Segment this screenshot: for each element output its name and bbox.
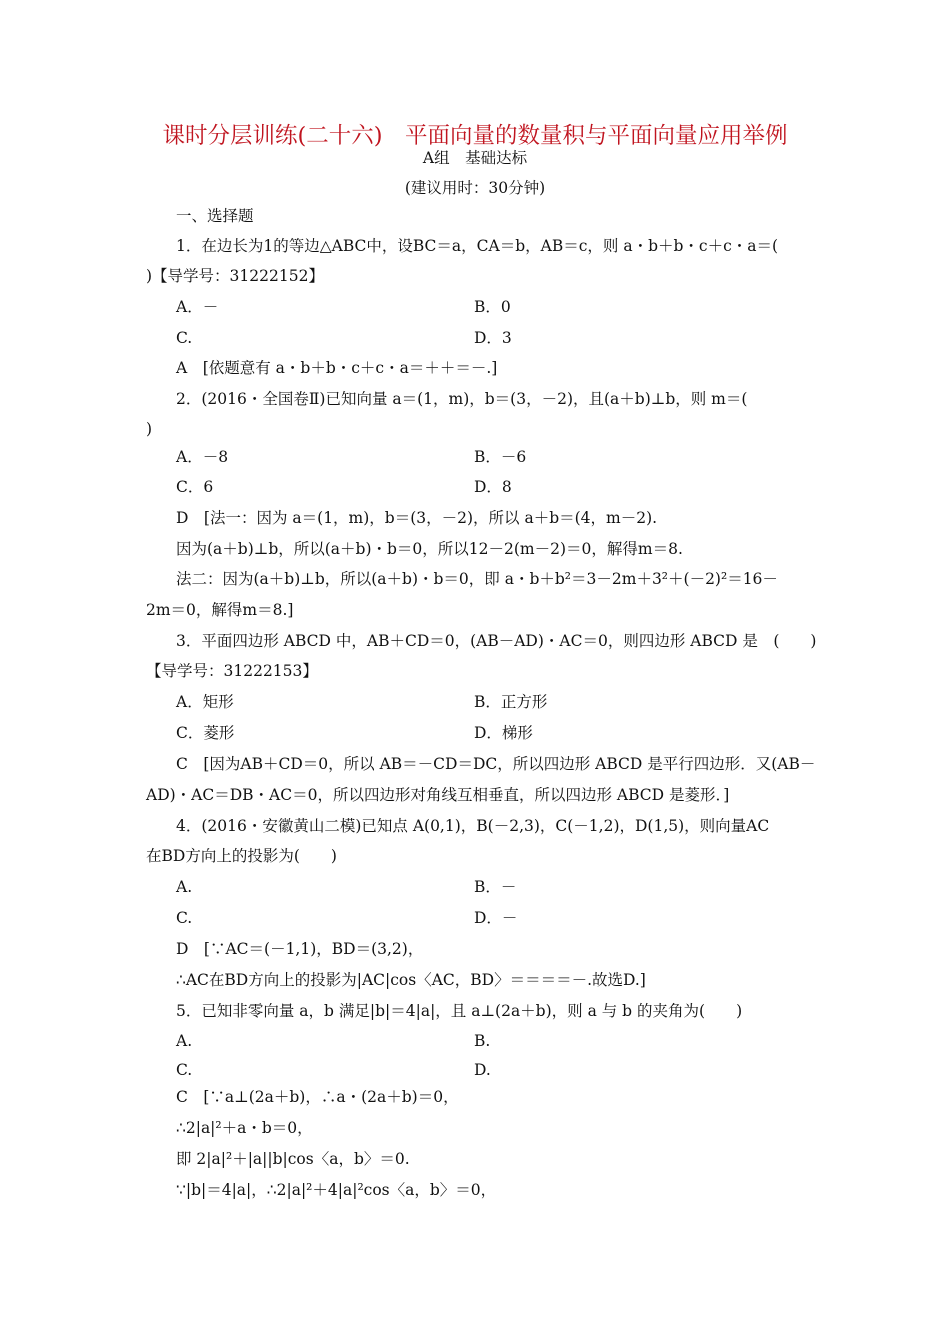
question-5-answer-line-1: C [∵a⊥(2a＋b)，∴a・(2a＋b)＝0，	[176, 1088, 459, 1106]
question-1-option-d: D．3	[474, 329, 512, 347]
question-4-option-d: D．－	[474, 909, 518, 927]
question-3-option-c: C．菱形	[176, 724, 235, 742]
question-4-line-2: 在BD方向上的投影为( )	[146, 847, 337, 865]
group-heading: A组 基础达标	[422, 149, 528, 167]
question-1-option-a: A．－	[176, 298, 219, 316]
question-3-option-b: B．正方形	[474, 693, 548, 711]
question-2-answer-line-2: 因为(a＋b)⊥b，所以(a＋b)・b＝0，所以12－2(m－2)＝0，解得m＝8.	[176, 540, 683, 558]
question-5-answer-line-2: ∴2|a|²＋a・b＝0，	[176, 1119, 313, 1137]
question-1-option-b: B．0	[474, 298, 511, 316]
question-5-line-1: 5．已知非零向量 a，b 满足|b|＝4|a|，且 a⊥(2a＋b)，则 a 与 b 的夹角为( )	[176, 1002, 743, 1020]
question-4-line-1: 4．(2016・安徽黄山二模)已知点 A(0,1)，B(－2,3)，C(－1,2)，D(1,5)，则向量AC	[176, 817, 770, 835]
question-4-option-c: C.	[176, 909, 193, 927]
question-1-answer: A [依题意有 a・b＋b・c＋c・a＝＋＋＝－.]	[176, 359, 498, 377]
question-4-answer-line-2: ∴AC在BD方向上的投影为|AC|cos〈AC，BD〉＝＝＝＝－.故选D.]	[176, 971, 646, 989]
page-title: 课时分层训练(二十六) 平面向量的数量积与平面向量应用举例	[162, 123, 788, 149]
question-3-answer-line-1: C [因为AB＋CD＝0，所以 AB＝－CD＝DC，所以四边形 ABCD 是平行四边形．又(AB－	[176, 755, 816, 773]
question-2-answer-line-3: 法二：因为(a＋b)⊥b，所以(a＋b)・b＝0，即 a・b＋b²＝3－2m＋3²＋(－2)²＝16－	[176, 570, 778, 588]
question-2-line-1: 2．(2016・全国卷Ⅱ)已知向量 a＝(1，m)，b＝(3，－2)，且(a＋b)⊥b，则 m＝(	[176, 390, 748, 408]
question-3-option-d: D．梯形	[474, 724, 533, 742]
question-1-option-c: C.	[176, 329, 193, 347]
question-2-option-c: C．6	[176, 478, 214, 496]
question-3-line-2: 【导学号：31222153】	[146, 662, 318, 680]
question-2-option-d: D．8	[474, 478, 512, 496]
question-2-answer-line-4: 2m＝0，解得m＝8.]	[146, 601, 294, 619]
question-1-line-1: 1．在边长为1的等边△ABC中，设BC＝a，CA＝b，AB＝c，则 a・b＋b・c＋c・a＝(	[176, 237, 779, 255]
question-2-answer-line-1: D [法一：因为 a＝(1，m)，b＝(3，－2)，所以 a＋b＝(4，m－2).	[176, 509, 658, 527]
question-2-option-a: A．－8	[176, 448, 229, 466]
question-4-answer-line-1: D [∵AC＝(－1,1)，BD＝(3,2)，	[176, 940, 424, 958]
question-5-answer-line-3: 即 2|a|²＋|a||b|cos〈a，b〉＝0.	[176, 1150, 410, 1168]
suggested-time: (建议用时：30分钟)	[404, 179, 546, 197]
question-2-option-b: B．－6	[474, 448, 527, 466]
question-4-option-b: B．－	[474, 878, 517, 896]
question-5-option-b: B.	[474, 1032, 491, 1050]
question-3-line-1: 3．平面四边形 ABCD 中，AB＋CD＝0，(AB－AD)・AC＝0，则四边形 ABCD 是 ( )	[176, 632, 817, 650]
question-4-option-a: A.	[176, 878, 193, 896]
question-3-answer-line-2: AD)・AC＝DB・AC＝0，所以四边形对角线互相垂直，所以四边形 ABCD 是菱形．]	[146, 786, 730, 804]
question-2-line-2: )	[146, 420, 153, 438]
question-5-option-a: A.	[176, 1032, 193, 1050]
question-5-option-d: D.	[474, 1061, 491, 1079]
section-heading: 一、选择题	[176, 207, 254, 225]
question-1-line-2: )【导学号：31222152】	[146, 267, 324, 285]
question-3-option-a: A．矩形	[176, 693, 234, 711]
question-5-option-c: C.	[176, 1061, 193, 1079]
question-5-answer-line-4: ∵|b|＝4|a|，∴2|a|²＋4|a|²cos〈a，b〉＝0，	[176, 1181, 497, 1199]
